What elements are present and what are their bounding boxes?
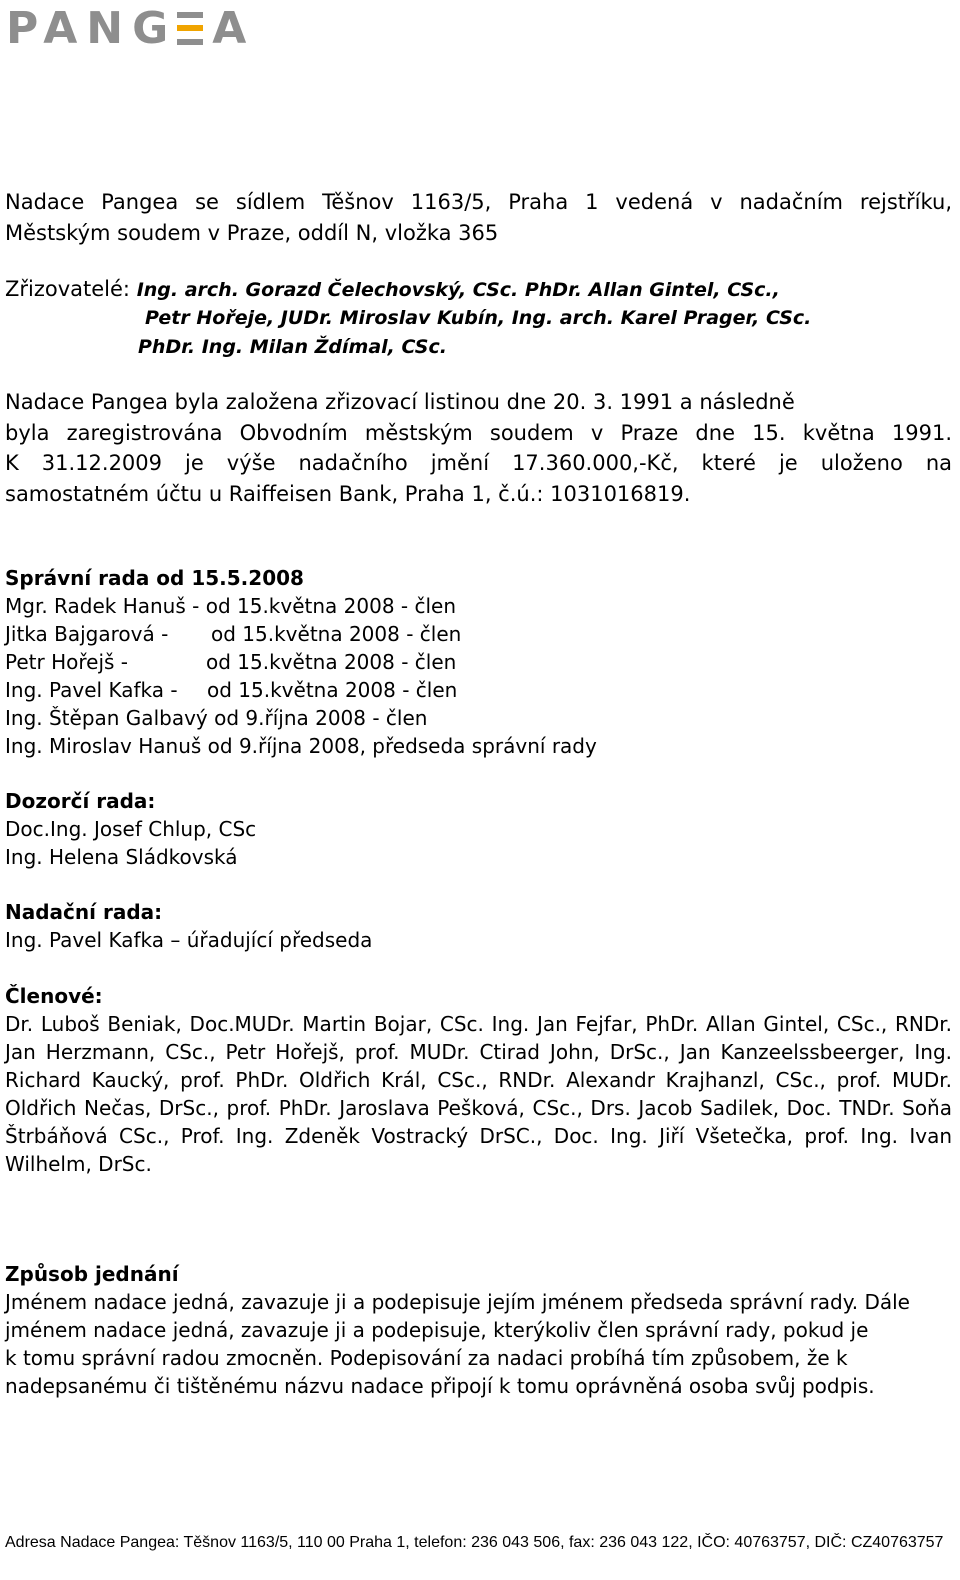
board-heading: Správní rada od 15.5.2008 (5, 566, 304, 590)
founding-line-1: Nadace Pangea byla založena zřizovací listinou dne 20. 3. 1991 a následně (5, 390, 795, 414)
board-member-6: Ing. Miroslav Hanuš od 9.října 2008, předseda správní rady (5, 734, 597, 758)
intro-line-1: Nadace Pangea se sídlem Těšnov 1163/5, Praha 1 vedená v nadačním rejstříku, (5, 190, 952, 214)
logo-text-left: PANG (6, 2, 178, 54)
page-footer: Adresa Nadace Pangea: Těšnov 1163/5, 110 00 Praha 1, telefon: 236 043 506, fax: 236 043 122, IČO: 40763757, DIČ: CZ40763757 (5, 1534, 944, 1551)
supervisory-member-1: Doc.Ing. Josef Chlup, CSc (5, 817, 257, 841)
council-heading: Nadační rada: (5, 900, 163, 924)
supervisory-heading: Dozorčí rada: (5, 789, 156, 813)
board-member-3: Petr Hořejš - od 15.května 2008 - člen (5, 650, 457, 674)
conduct-heading: Způsob jednání (5, 1262, 179, 1286)
founders-line-1 (5, 274, 780, 305)
logo-text-right: A (212, 2, 256, 54)
board-member-4: Ing. Pavel Kafka -od 15.května 2008 - člen (5, 678, 458, 702)
founders-label: Zřizovatelé: (5, 277, 131, 301)
supervisory-member-2: Ing. Helena Sládkovská (5, 845, 238, 869)
founding-line-2: byla zaregistrována Obvodním městským soudem v Praze dne 15. května 1991. (5, 421, 952, 445)
board-member-5: Ing. Štěpan Galbavý od 9.října 2008 - člen (5, 706, 428, 730)
members-list: Dr. Luboš Beniak, Doc.MUDr. Martin Bojar, CSc. Ing. Jan Fejfar, PhDr. Allan Gintel, CSc., RNDr. Jan Herzmann, CSc., Petr Hořejš, prof. MUDr. Ctirad John, DrSc., Jan Kanzeelssbeerger, Ing. Richard Kaucký, prof. PhDr. Oldřich Král, CSc., RNDr. Alexandr Krajhanzl, CSc., prof. MUDr. Oldřich Nečas, DrSc., prof. PhDr. Jaroslava Pešková, CSc., Drs. Jacob Sadilek, Doc. TNDr. Soňa Štrbáňová CSc., Prof. Ing. Zdeněk Vostracký DrSC., Doc. Ing. Jiří Všetečka, prof. Ing. Ivan Wilhelm, DrSc. (5, 1012, 952, 1176)
conduct-line-4: nadepsanému či tištěnému názvu nadace připojí k tomu oprávněná osoba svůj podpis. (5, 1374, 875, 1398)
conduct-line-2: jménem nadace jedná, zavazuje ji a podepisuje, kterýkoliv člen správní rady, pokud je (5, 1318, 869, 1342)
founding-line-4: samostatném účtu u Raiffeisen Bank, Praha 1, č.ú.: 1031016819. (5, 482, 691, 506)
board-member-2: Jitka Bajgarová -od 15.května 2008 - člen (5, 622, 462, 646)
founders-line-2: Petr Hořeje, JUDr. Miroslav Kubín, Ing. arch. Karel Prager, CSc. (145, 307, 812, 329)
pangea-logo (6, 4, 255, 52)
intro-line-2: Městským soudem v Praze, oddíl N, vložka 365 (5, 221, 499, 245)
members-heading: Členové: (5, 984, 103, 1008)
conduct-line-1: Jménem nadace jedná, zavazuje ji a podepisuje jejím jménem předseda správní rady. Dále (5, 1290, 910, 1314)
logo-e-mark (177, 12, 203, 45)
founders-names-1: Ing. arch. Gorazd Čelechovský, CSc. PhDr. Allan Gintel, CSc., (136, 279, 780, 301)
conduct-line-3: k tomu správní radou zmocněn. Podepisování za nadaci probíhá tím způsobem, že k (5, 1346, 848, 1370)
council-chair: Ing. Pavel Kafka – úřadující předseda (5, 928, 373, 952)
board-member-1: Mgr. Radek Hanuš - od 15.května 2008 - člen (5, 594, 457, 618)
founding-line-3: K 31.12.2009 je výše nadačního jmění 17.360.000,-Kč, které je uloženo na (5, 451, 952, 475)
founders-line-3: PhDr. Ing. Milan Ždímal, CSc. (138, 336, 447, 358)
